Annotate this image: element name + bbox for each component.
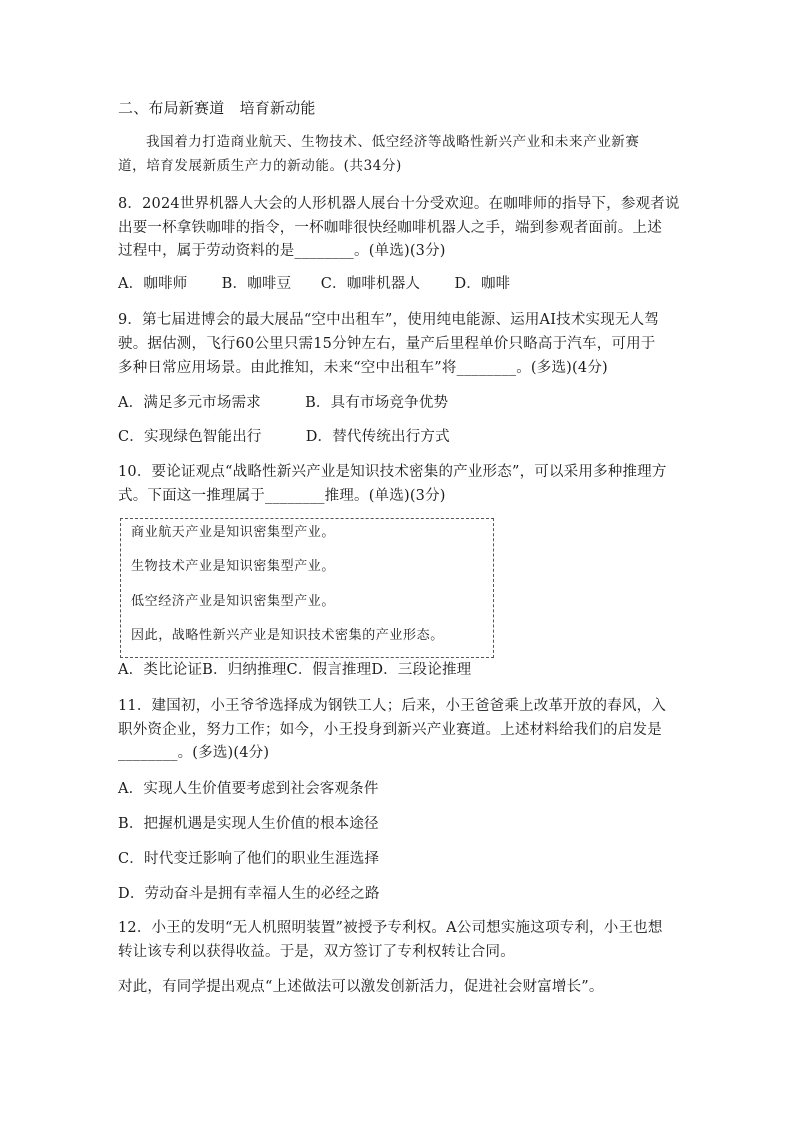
section-intro-line-1: 我国着力打造商业航天、生物技术、低空经济等战略性新兴产业和未来产业新赛 — [146, 134, 640, 150]
reasoning-premise-1: 商业航天产业是知识密集型产业。 — [131, 525, 336, 540]
question-10-line-2: 式。下面这一推理属于________推理。(单选)(3分) — [118, 488, 446, 504]
question-11-option-b: B．把握机遇是实现人生价值的根本途径 — [118, 816, 379, 832]
question-9-line-1: 9．第七届进博会的最大展品“空中出租车”，使用纯电能源、运用AI技术实现无人驾 — [118, 312, 660, 328]
section-title: 二、布局新赛道 培育新动能 — [118, 99, 316, 117]
question-10-line-1: 10．要论证观点“战略性新兴产业是知识技术密集的产业形态”，可以采用多种推理方 — [118, 464, 667, 480]
question-11-line-1: 11．建国初，小王爷爷选择成为钢铁工人；后来，小王爸爸乘上改革开放的春风，入 — [118, 698, 667, 714]
question-12-line-2: 转让该专利以获得收益。于是，双方签订了专利权转让合同。 — [118, 944, 515, 960]
reasoning-conclusion: 因此，战略性新兴产业是知识技术密集的产业形态。 — [131, 628, 444, 643]
question-12-line-1: 12．小王的发明“无人机照明装置”被授予专利权。A公司想实施这项专利，小王也想 — [118, 920, 663, 936]
reasoning-box — [120, 518, 494, 658]
question-11-line-3: ________。(多选)(4分) — [118, 745, 270, 761]
question-8-line-3: 过程中，属于劳动资料的是________。(单选)(3分) — [118, 243, 446, 259]
question-8-line-1: 8．2024世界机器人大会的人形机器人展台十分受欢迎。在咖啡师的指导下，参观者说 — [118, 196, 680, 212]
question-11-option-d: D．劳动奋斗是拥有幸福人生的必经之路 — [118, 886, 380, 902]
question-9-line-2: 驶。据估测，飞行60公里只需15分钟左右，量产后里程单价只略高于汽车，可用于 — [118, 336, 656, 352]
question-12-line-3: 对此，有同学提出观点“上述做法可以激发创新活力，促进社会财富增长”。 — [118, 979, 604, 995]
question-8-options: A．咖啡师 B．咖啡豆 C．咖啡机器人 D．咖啡 — [118, 276, 511, 292]
question-9-options-ab: A．满足多元市场需求 B．具有市场竞争优势 — [118, 395, 449, 411]
question-10-options: A．类比论证B．归纳推理C．假言推理D．三段论推理 — [118, 662, 472, 678]
question-11-option-c: C．时代变迁影响了他们的职业生涯选择 — [118, 851, 380, 867]
question-8-line-2: 出要一杯拿铁咖啡的指令，一杯咖啡很快经咖啡机器人之手，端到参观者面前。上述 — [118, 220, 662, 236]
question-9-options-cd: C．实现绿色智能出行 D．替代传统出行方式 — [118, 429, 450, 445]
question-11-line-2: 职外资企业，努力工作；如今，小王投身到新兴产业赛道。上述材料给我们的启发是 — [118, 722, 662, 738]
section-intro-line-2: 道，培育发展新质生产力的新动能。(共34分) — [118, 158, 402, 174]
question-11-option-a: A．实现人生价值要考虑到社会客观条件 — [118, 781, 379, 797]
question-9-line-3: 多种日常应用场景。由此推知，未来“空中出租车”将________。(多选)(4分) — [118, 360, 608, 376]
reasoning-premise-3: 低空经济产业是知识密集型产业。 — [131, 594, 336, 609]
reasoning-premise-2: 生物技术产业是知识密集型产业。 — [131, 559, 336, 574]
